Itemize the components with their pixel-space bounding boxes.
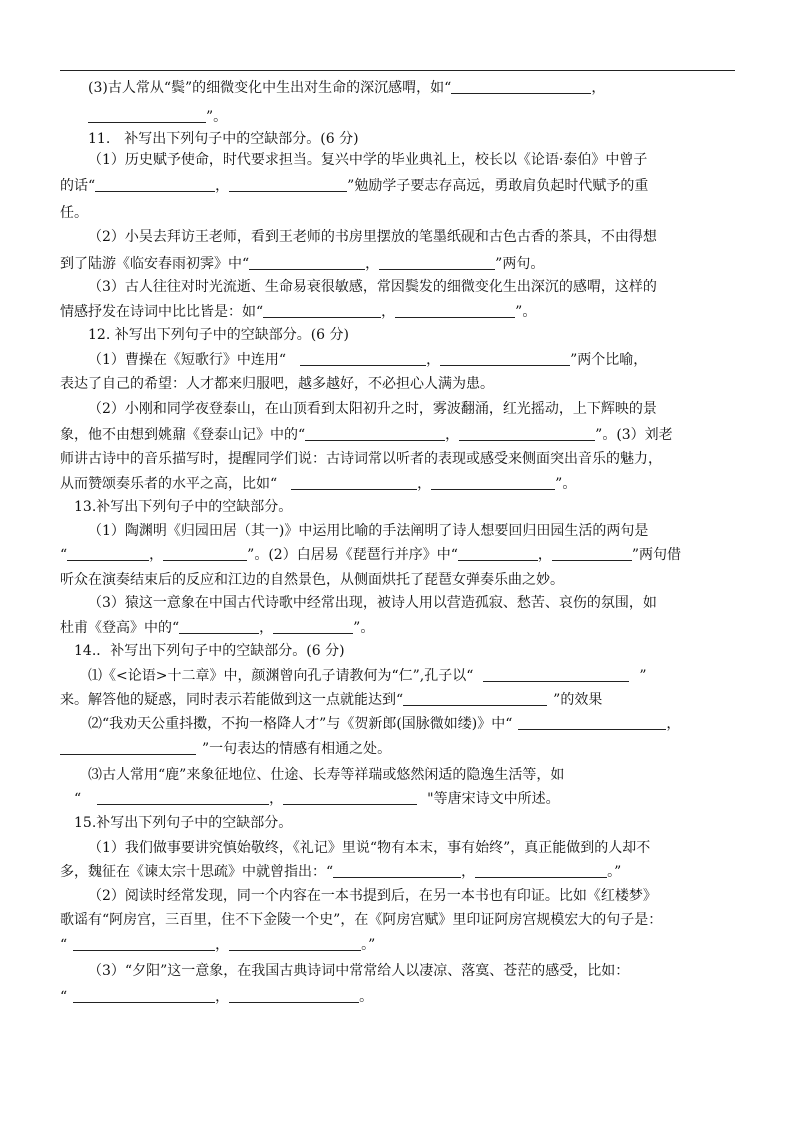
q13-item1-line1: （1）陶渊明《归园田居（其一)》中运用比喻的手法阐明了诗人想要回归田园生活的两句是 <box>88 523 649 539</box>
q13-item3-line2: 杜甫《登高》中的“ ， ”。 <box>60 620 375 636</box>
q10-item3-line2: ”。 <box>60 103 763 132</box>
blank[interactable] <box>403 690 547 706</box>
blank[interactable] <box>163 545 247 561</box>
blank[interactable] <box>97 789 269 805</box>
blank[interactable] <box>333 862 461 878</box>
blank[interactable] <box>249 254 365 270</box>
blank[interactable] <box>431 474 555 490</box>
blank[interactable] <box>451 78 591 94</box>
blank[interactable] <box>395 302 515 318</box>
q11-heading: 11. 补写出下列句子中的空缺部分。(6 分) <box>88 131 359 147</box>
blank[interactable] <box>88 107 206 123</box>
blank[interactable] <box>73 987 215 1003</box>
blank[interactable] <box>283 789 417 805</box>
blank[interactable] <box>475 862 607 878</box>
q11-item2-line2: 到了陆游《临安春雨初霁》中“ ， ”两句。 <box>60 256 545 272</box>
blank[interactable] <box>229 987 359 1003</box>
q14-heading: 14.．补写出下列句子中的空缺部分。(6 分) <box>74 643 345 659</box>
blank[interactable] <box>518 714 666 730</box>
q14-item1-line2: 来。解答他的疑惑，同时表示若能做到这一点就能达到“ ”的效果 <box>60 692 603 708</box>
blank[interactable] <box>263 302 381 318</box>
q12-item3-line2: 从而赞颂奏乐者的水平之高，比如“ ， ”。 <box>60 476 577 492</box>
q15-heading: 15.补写出下列句子中的空缺部分。 <box>74 815 293 831</box>
q14-item3-line2: “ ， "等唐宋诗文中所述。 <box>74 791 560 807</box>
q13-item3-line1: （3）猿这一意象在中国古代诗歌中经常出现，被诗人用以营造孤寂、愁苦、哀伤的氛围，如 <box>88 595 657 611</box>
blank[interactable] <box>458 545 538 561</box>
blank[interactable] <box>229 935 361 951</box>
q14-item1-line1: ⑴《<论语>十二章》中，颜渊曾向孔子请教何为“仁”,孔子以“ ” <box>88 668 647 684</box>
q12-item3-line1: 师讲古诗中的音乐描写时，提醒同学们说：古诗词常以听者的表现或感受来侧面突出音乐的魅力， <box>60 451 662 467</box>
q12-item1-line2: 表达了自己的希望：人才都来归服吧，越多越好，不必担心人满为患。 <box>60 376 494 392</box>
q14-item2-line2: ”一句表达的情感有相通之处。 <box>60 735 735 764</box>
blank[interactable] <box>459 425 595 441</box>
q12-heading: 12. 补写出下列句子中的空缺部分。(6 分) <box>88 327 349 343</box>
blank[interactable] <box>95 176 215 192</box>
blank[interactable] <box>73 935 215 951</box>
q15-item2-line2: 歌谣有“阿房宫，三百里，住不下金陵一个史”，在《阿房宫赋》里印证阿房宫规模宏大的句子是： <box>60 912 663 928</box>
q11-item3-line1: （3）古人往往对时光流逝、生命易衰很敏感，常因鬓发的细微变化生出深沉的感喟，这样的 <box>88 279 657 295</box>
q15-item1-line2: 多，魏征在《谏太宗十思疏》中就曾指出：“ ， 。” <box>60 864 622 880</box>
blank[interactable] <box>305 425 445 441</box>
blank[interactable] <box>300 350 426 366</box>
blank[interactable] <box>229 176 347 192</box>
blank[interactable] <box>67 545 149 561</box>
q11-item1-line3: 任。 <box>60 205 88 221</box>
q11-item3-line2: 情感抒发在诗词中比比皆是：如“ ， ”。 <box>60 304 537 320</box>
q13-item2-line2: 听众在演奏结束后的反应和江边的自然景色，从侧面烘托了琵琶女弹奏乐曲之妙。 <box>60 572 564 588</box>
q10-item3-line1: (3)古人常从“鬓”的细微变化中生出对生命的深沉感喟，如“ ， <box>88 80 606 96</box>
q11-item2-line1: （2）小吴去拜访王老师，看到王老师的书房里摆放的笔墨纸砚和古色古香的茶具，不由得想 <box>88 229 657 245</box>
q12-item2-line2: 象，他不由想到姚鼐《登泰山记》中的“ ， ”。(3）刘老 <box>60 427 673 443</box>
blank[interactable] <box>291 474 417 490</box>
q15-item3-line1: （3）“夕阳”这一意象，在我国古典诗词中常常给人以凄凉、落寞、苍茫的感受，比如： <box>88 963 630 979</box>
blank[interactable] <box>273 618 353 634</box>
top-rule <box>60 70 735 71</box>
blank[interactable] <box>552 545 632 561</box>
q15-item2-line3: “ ， 。” <box>60 937 376 953</box>
q13-item1-line2: “ ， ”。(2）白居易《琵琶行并序》中“ ， ”两句借 <box>60 547 682 563</box>
q15-item3-line2: “ ， 。 <box>60 989 374 1005</box>
blank[interactable] <box>179 618 259 634</box>
q12-item1-line1: （1）曹操在《短歌行》中连用“ ， ”两个比喻， <box>88 352 648 368</box>
blank[interactable] <box>440 350 570 366</box>
q11-item1-line1: （1）历史赋予使命，时代要求担当。复兴中学的毕业典礼上，校长以《论语·泰伯》中曾子 <box>88 152 648 168</box>
q13-heading: 13.补写出下列句子中的空缺部分。 <box>74 499 293 515</box>
blank[interactable] <box>60 739 196 755</box>
q11-item1-line2: 的话“ ， ”勉励学子要志存高远，勇敢肩负起时代赋予的重 <box>60 178 649 194</box>
q14-item3-line1: ⑶古人常用“鹿”来象征地位、仕途、长寿等祥瑞或悠然闲适的隐逸生活等，如 <box>88 767 565 783</box>
blank[interactable] <box>483 666 629 682</box>
q15-item1-line1: （1）我们做事要讲究慎始敬终，《礼记》里说“物有本末，事有始终”，真正能做到的人却不 <box>88 840 651 856</box>
blank[interactable] <box>379 254 495 270</box>
q14-item2-line1: ⑵“我劝天公重抖擞，不拘一格降人才”与《贺新郎(国脉微如缕)》中“ ， <box>88 716 681 732</box>
q15-item2-line1: （2）阅读时经常发现，同一个内容在一本书提到后，在另一本书也有印证。比如《红楼梦》 <box>88 888 657 904</box>
q12-item2-line1: （2）小刚和同学夜登泰山，在山顶看到太阳初升之时，雾波翻涌，红光摇动，上下辉映的景 <box>88 401 657 417</box>
